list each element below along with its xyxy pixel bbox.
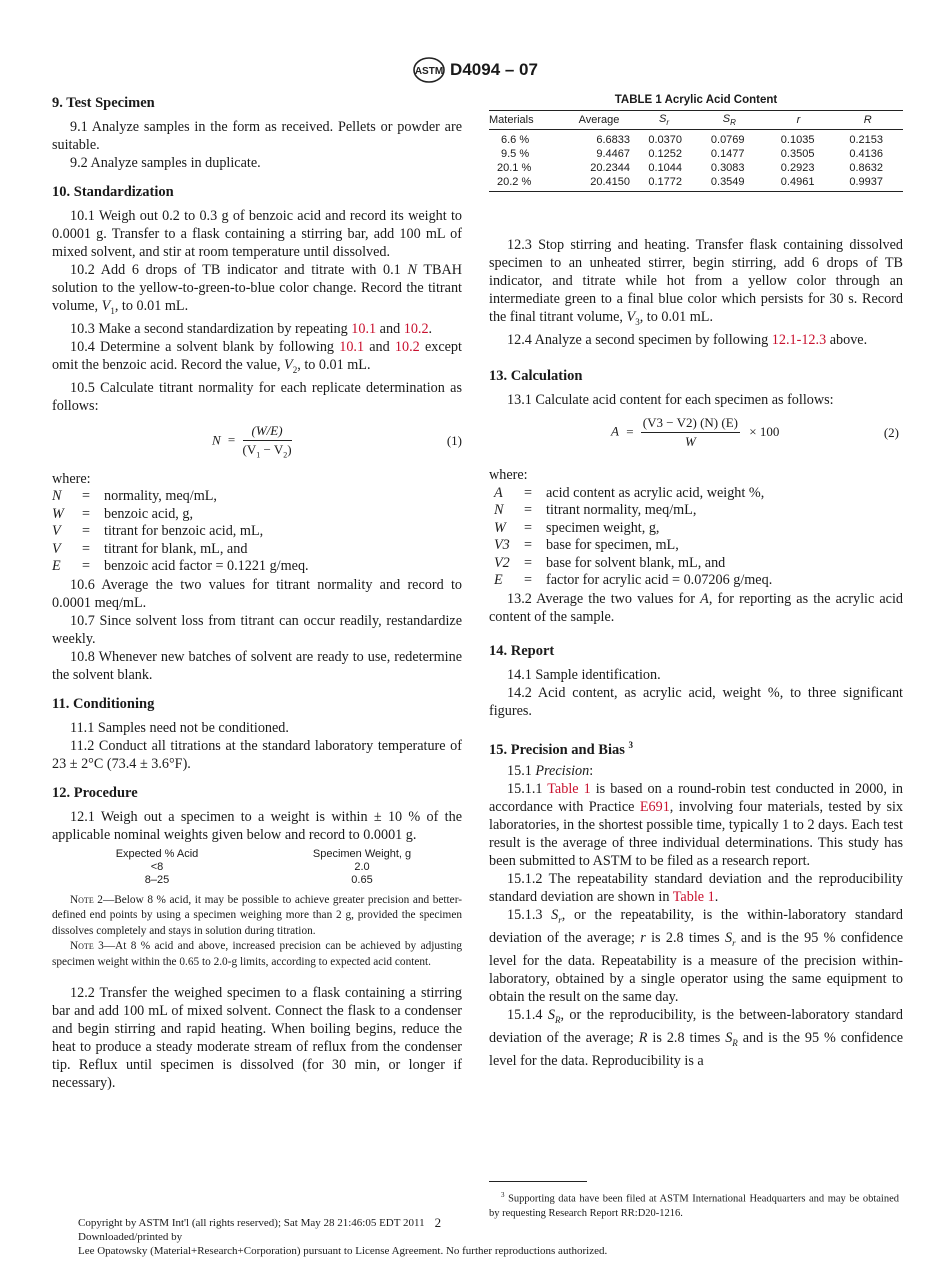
- para-15-1-1: 15.1.1 Table 1 is based on a round-robin test conducted in 2000, in accordance with Practice E691, involving four materials, tested by six laboratories, in the shortest possible time, typically 1 to 2 days. Each test result is the average of three individual determinations. This study has been submitted to ASTM to be filed as a research report.: [489, 781, 904, 870]
- link-table-1b[interactable]: Table 1: [672, 889, 715, 906]
- link-table-1[interactable]: Table 1: [547, 781, 591, 798]
- equation-1: N = $\frac{(W/E)}{(V_1 - V_2)}$ (1): [212, 422, 462, 460]
- section-12-title: 12. Procedure: [52, 784, 138, 801]
- table-header: r: [765, 111, 833, 130]
- definition-row: V = titrant for blank, mL, and: [52, 540, 248, 557]
- link-10-1b[interactable]: 10.1: [339, 338, 365, 355]
- para-9-1: 9.1 Analyze samples in the form as received. Pellets or powder are suitable.: [52, 119, 462, 153]
- definition-row: E = benzoic acid factor = 0.1221 g/meq.: [52, 558, 309, 575]
- section-15-title: 15. Precision and Bias $^3$: [489, 739, 634, 758]
- link-10-2[interactable]: 10.2: [403, 320, 429, 337]
- para-14-2: 14.2 Acid content, as acrylic acid, weight %, to three significant figures.: [489, 684, 903, 719]
- table-1-title: TABLE 1 Acrylic Acid Content: [614, 94, 778, 106]
- para-12-1: 12.1 Weigh out a specimen to a weight is within ± 10 % of the applicable nominal weights given below and record to 0.0001 g.: [52, 808, 462, 843]
- section-14-title: 14. Report: [489, 642, 555, 659]
- definition-row: N = titrant normality, meq/mL,: [494, 502, 697, 519]
- weight-table-row: 8–25 0.65: [144, 873, 373, 886]
- equation-number-2: (2): [883, 425, 899, 441]
- section-9-title: 9. Test Specimen: [52, 95, 155, 111]
- weight-table-row: <8 2.0: [150, 860, 370, 873]
- link-12-1-12-3[interactable]: 12.1-12.3: [771, 332, 827, 349]
- definition-row: V3 = base for specimen, mL,: [494, 537, 679, 554]
- para-9-2: 9.2 Analyze samples in duplicate.: [70, 155, 261, 171]
- table-1: [489, 110, 903, 192]
- link-10-2b[interactable]: 10.2: [394, 338, 420, 355]
- definitions-list-1: where: N = normality, meq/mL, W = benzoic acid, g, V = titrant for benzoic acid, mL, V = titrant for blank, mL, and E = benzoic acid factor = 0.1221 g/meq.: [52, 471, 462, 576]
- para-15-1-2: 15.1.2 The repeatability standard deviation and the reproducibility standard deviation are shown in Table 1.: [489, 871, 903, 906]
- para-13-2: 13.2 Average the two values for A, for reporting as the acrylic acid content of the sample.: [489, 590, 903, 625]
- link-e691[interactable]: E691: [639, 799, 670, 816]
- para-10-7: 10.7 Since solvent loss from titrant can occur readily, restandardize weekly.: [52, 612, 462, 647]
- note-2: Note 2—Below 8 % acid, it may be possible to achieve greater precision and better-defined end points by using a specimen weighing more than 2 g, provided the specimen dissolves completely and stays in solution during titration.: [52, 893, 462, 937]
- para-10-8: 10.8 Whenever new batches of solvent are ready to use, redetermine the solvent blank.: [52, 648, 462, 683]
- note-3: Note 3—At 8 % acid and above, increased precision can be achieved by adjusting specimen weight within the 0.65 to 2.0-g limits, according to expected acid content.: [52, 940, 462, 968]
- table-row: 9.5 % 9.4467 0.1252 0.1477 0.3505 0.4136: [501, 148, 883, 161]
- page-footer: [78, 1216, 878, 1258]
- table-row: 20.1 % 20.2344 0.1044 0.3083 0.2923 0.8632: [497, 162, 883, 175]
- para-11-1: 11.1 Samples need not be conditioned.: [70, 719, 289, 736]
- section-11-title: 11. Conditioning: [52, 695, 155, 712]
- footnote-rule: [489, 1181, 587, 1182]
- link-10-1[interactable]: 10.1: [351, 320, 377, 337]
- table-row: 20.2 % 20.4150 0.1772 0.3549 0.4961 0.9937: [489, 175, 903, 192]
- table-header: Average: [564, 111, 634, 130]
- footnote-3: $^3$ Supporting data have been filed at ASTM International Headquarters and may be obtained by requesting Research Report RR:D20-1216.: [489, 1191, 899, 1219]
- license-line: Lee Opatowsky (Material+Research+Corporation) pursuant to License Agreement. No further reproductions authorized.: [78, 1245, 608, 1257]
- page-header: [0, 56, 950, 84]
- para-15-1-3: 15.1.3 $S_r$, or the repeatability, is the within-laboratory standard deviation of the average; r is 2.8 times $S_r$ and is the 95 % confidence level for the data. Repeatability is a measure of the precision within-laboratory, obtained by a single operator using the same equipment to obtain the result on the same day.: [489, 907, 904, 1005]
- table-header: Materials: [489, 111, 564, 130]
- definition-row: V2 = base for solvent blank, mL, and: [494, 554, 726, 571]
- para-14-1: 14.1 Sample identification.: [507, 666, 661, 683]
- definition-row: V = titrant for benzoic acid, mL,: [52, 523, 264, 540]
- definition-row: W = benzoic acid, g,: [52, 505, 194, 522]
- definitions-list-2: where: A = acid content as acrylic acid, weight %, N = titrant normality, meq/mL, W = specimen weight, g, V3 = base for specimen, mL, V2 = base for solvent blank, mL, and E = factor for acrylic acid = 0.07206 g/meq.: [489, 467, 903, 590]
- para-12-3: 12.3 Stop stirring and heating. Transfer flask containing dissolved specimen to an unheated stirrer, begin stirring, add 6 drops of TB indicator, and titrate while hot from a yellow color through an intermediate green to a final blue color which persists for 30 s. Record the final titrant volume, $V_3$, to 0.01 mL.: [489, 237, 903, 328]
- svg-text:ASTM: ASTM: [414, 66, 444, 77]
- astm-logo: [412, 56, 446, 84]
- equation-number-1: (1): [446, 432, 462, 448]
- para-12-4: 12.4 Analyze a second specimen by following 12.1-12.3 above.: [507, 332, 868, 349]
- definition-row: A = acid content as acrylic acid, weight %,: [494, 484, 765, 501]
- para-15-1: 15.1 Precision:: [507, 763, 594, 780]
- para-10-5: 10.5 Calculate titrant normality for each replicate determination as follows:: [52, 379, 462, 414]
- page-number: 2: [434, 1215, 442, 1230]
- table-header: $S_r$: [634, 111, 694, 130]
- weight-table: Expected % Acid Specimen Weight, g <8 2.0 8–25 0.65: [52, 848, 462, 887]
- document-id: D4094 – 07: [450, 60, 538, 79]
- para-13-1: 13.1 Calculate acid content for each specimen as follows:: [507, 392, 834, 409]
- table-header: $S_R$: [694, 111, 765, 130]
- para-10-1: 10.1 Weigh out 0.2 to 0.3 g of benzoic acid and record its weight to 0.0001 g. Transfer to a flask containing a stirring bar, add 100 mL of mixed solvent, and stir at room temperature until dissolved.: [52, 208, 462, 260]
- definition-row: N = normality, meq/mL,: [52, 488, 217, 505]
- definition-row: E = factor for acrylic acid = 0.07206 g/meq.: [494, 572, 773, 589]
- table-header: R: [832, 111, 903, 130]
- para-10-6: 10.6 Average the two values for titrant normality and record to 0.0001 meq/mL.: [52, 576, 462, 611]
- copyright-line: Copyright by ASTM Int'l (all rights reserved); Sat May 28 21:46:05 EDT 2011: [78, 1217, 425, 1229]
- para-10-4: 10.4 Determine a solvent blank by following 10.1 and 10.2 except omit the benzoic acid. Record the value, $V_2$, to 0.01 mL.: [52, 338, 462, 375]
- para-11-2: 11.2 Conduct all titrations at the standard laboratory temperature of 23 ± 2°C (73.4 ± 3.6°F).: [52, 737, 462, 772]
- equation-2: A = $\frac{(V3 - V2) (N) (E)}{W}$ × 100 (2): [611, 415, 899, 450]
- para-12-2: 12.2 Transfer the weighed specimen to a flask containing a stirring bar and add 100 mL of mixed solvent. Connect the flask to a condenser and begin stirring and rapid heating. When boiling begins, reduce the heat to produce a steady moderate stream of reflux from the condenser tip. Reflux until specimen is dissolved (for 30 min, or longer if necessary).: [52, 985, 462, 1092]
- para-15-1-4: 15.1.4 $S_R$, or the reproducibility, is the between-laboratory standard deviation of the average; R is 2.8 times $S_R$ and is the 95 % confidence level for the data. Reproducibility is a: [489, 1007, 904, 1069]
- downloaded-line: Downloaded/printed by: [78, 1231, 183, 1243]
- para-10-2: 10.2 Add 6 drops of TB indicator and titrate with 0.1 N TBAH solution to the yellow-to-green-to-blue color change. Record the titrant volume, $V_1$, to 0.01 mL.: [52, 262, 462, 316]
- para-10-3: 10.3 Make a second standardization by repeating 10.1 and 10.2.: [70, 320, 433, 337]
- table-row: 6.6 % 6.6833 0.0370 0.0769 0.1035 0.2153: [501, 134, 883, 147]
- section-13-title: 13. Calculation: [489, 368, 583, 385]
- section-10-title: 10. Standardization: [52, 184, 174, 200]
- definition-row: W = specimen weight, g,: [494, 519, 660, 536]
